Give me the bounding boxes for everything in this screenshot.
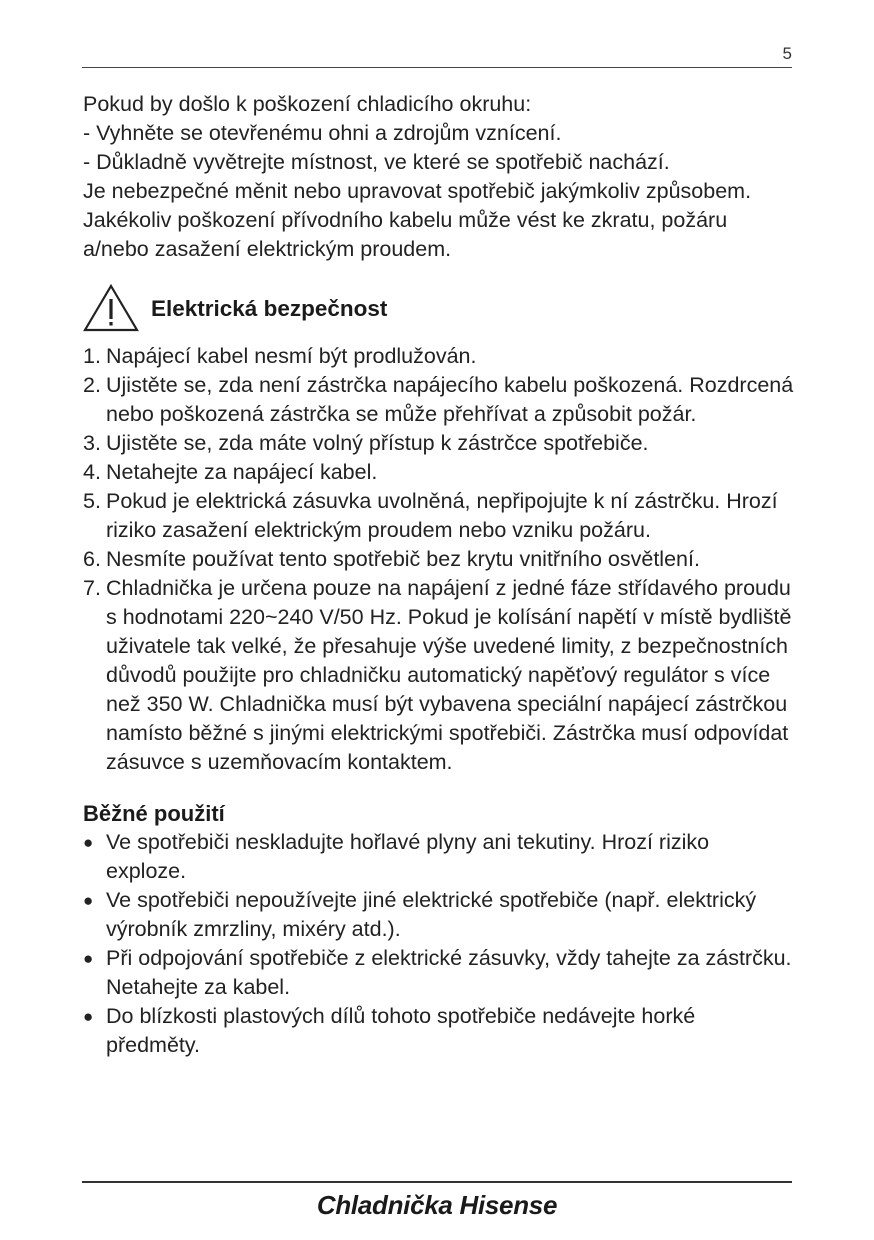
item-text: Ujistěte se, zda není zástrčka napájecího kabelu poškozená. Rozdrcená nebo poškozená zástrčka se může přehřívat a způsobit požár. [106,373,794,426]
item-text: Napájecí kabel nesmí být prodlužován. [106,344,477,368]
electrical-safety-list [83,342,795,777]
item-text: Při odpojování spotřebiče z elektrické zásuvky, vždy tahejte za zástrčku. Netahejte za kabel. [106,946,792,999]
list-item [83,574,795,777]
list-item [83,828,795,886]
list-item [83,371,795,429]
list-item [83,886,795,944]
list-item [83,458,795,487]
list-item [83,342,795,371]
item-text: Ve spotřebiči neskladujte hořlavé plyny ani tekutiny. Hrozí riziko exploze. [106,830,710,883]
footer-divider [82,1181,792,1183]
item-text: Chladnička je určena pouze na napájení z jedné fáze střídavého proudu s hodnotami 220~240 V/50 Hz. Pokud je kolísání napětí v místě bydliště uživatele tak velké, že přesahuje výše uvedené limity, z bezpečnostních důvodů použijte pro chladničku automatický napěťový regulátor s více než 350 W. Chladnička musí být vybavena speciální napájecí zástrčkou namísto běžné s jinými elektrickými spotřebiči. Zástrčka musí odpovídat zásuvce s uzemňovacím kontaktem. [106,576,792,774]
item-text: Do blízkosti plastových dílů tohoto spotřebiče nedávejte horké předměty. [106,1004,696,1057]
list-item [83,545,795,574]
item-number: 1. [83,344,101,368]
item-number: 3. [83,431,101,455]
item-number: 4. [83,460,101,484]
page-content [83,90,795,1060]
intro-line: Je nebezpečné měnit nebo upravovat spotřebič jakýmkoliv způsobem. [83,179,752,203]
electrical-safety-title: Elektrická bezpečnost [151,295,388,321]
list-item [83,1002,795,1060]
item-text: Pokud je elektrická zásuvka uvolněná, nepřipojujte k ní zástrčku. Hrozí riziko zasažení elektrickým proudem nebo vzniku požáru. [106,489,778,542]
item-text: Netahejte za napájecí kabel. [106,460,378,484]
bullet-icon: ● [83,1007,94,1026]
intro-section [83,90,795,264]
item-text: Nesmíte používat tento spotřebič bez krytu vnitřního osvětlení. [106,547,700,571]
bullet-icon: ● [83,833,94,852]
header-divider [82,67,792,68]
page-number: 5 [782,44,792,63]
electrical-safety-heading [83,284,795,332]
item-number: 6. [83,547,101,571]
intro-line: Jakékoliv poškození přívodního kabelu může vést ke zkratu, požáru a/nebo zasažení elektrickým proudem. [83,208,728,261]
bullet-icon: ● [83,891,94,910]
intro-line: - Důkladně vyvětrejte místnost, ve které se spotřebič nachází. [83,150,670,174]
intro-line: Pokud by došlo k poškození chladicího okruhu: [83,92,532,116]
item-number: 5. [83,489,101,513]
warning-triangle-icon [83,284,139,332]
list-item [83,429,795,458]
normal-use-heading: Běžné použití [83,801,225,826]
item-number: 7. [83,576,101,600]
item-text: Ujistěte se, zda máte volný přístup k zástrčce spotřebiče. [106,431,649,455]
footer-brand: Chladnička Hisense [316,1190,558,1220]
item-text: Ve spotřebiči nepoužívejte jiné elektrické spotřebiče (např. elektrický výrobník zmrzliny, mixéry atd.). [106,888,757,941]
intro-line: - Vyhněte se otevřenému ohni a zdrojům vznícení. [83,121,562,145]
item-number: 2. [83,373,101,397]
list-item [83,944,795,1002]
normal-use-list [83,828,795,1060]
list-item [83,487,795,545]
bullet-icon: ● [83,949,94,968]
